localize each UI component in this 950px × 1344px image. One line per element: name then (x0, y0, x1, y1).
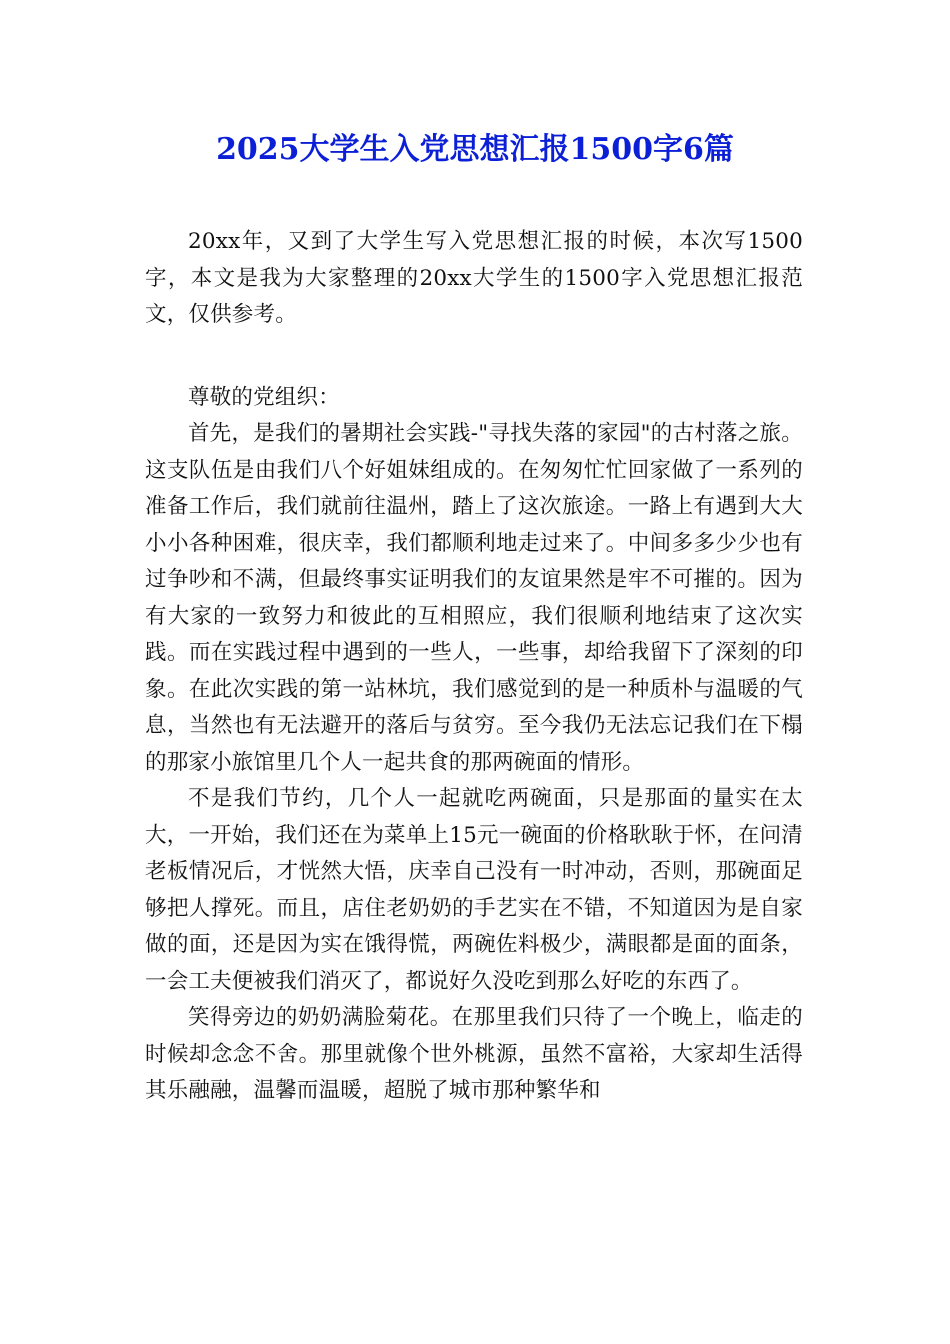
intro-paragraph: 20xx年，又到了大学生写入党思想汇报的时候，本次写1500字，本文是我为大家整理的20xx大学生的1500字入党思想汇报范文，仅供参考。 (145, 229, 803, 327)
body-paragraph-2: 不是我们节约，几个人一起就吃两碗面，只是那面的量实在太大，一开始，我们还在为菜单上15元一碗面的价格耿耿于怀，在问清老板情况后，才恍然大悟，庆幸自己没有一时冲动，否则，那碗面足够把人撑死。而且，店住老奶奶的手艺实在不错，不知道因为是自家做的面，还是因为实在饿得慌，两碗佐料极少，满眼都是面的面条，一会工夫便被我们消灭了，都说好久没吃到那么好吃的东西了。 (145, 786, 803, 994)
paragraph-gap (145, 334, 803, 380)
document-body (145, 224, 803, 1110)
salutation: 尊敬的党组织： (188, 384, 340, 410)
body-paragraph-3: 笑得旁边的奶奶满脸菊花。在那里我们只待了一个晚上，临走的时候却念念不舍。那里就像个世外桃源，虽然不富裕，大家却生活得其乐融融，温馨而温暖，超脱了城市那种繁华和 (145, 1005, 803, 1103)
document-title: 2025大学生入党思想汇报1500字6篇 (216, 132, 734, 167)
body-paragraph-1: 首先，是我们的暑期社会实践-"寻找失落的家园"的古村落之旅。这支队伍是由我们八个好姐妹组成的。在匆匆忙忙回家做了一系列的准备工作后，我们就前往温州，踏上了这次旅途。一路上有遇到大大小小各种困难，很庆幸，我们都顺利地走过来了。中间多多少少也有过争吵和不满，但最终事实证明我们的友谊果然是牢不可摧的。因为有大家的一致努力和彼此的互相照应，我们很顺利地结束了这次实践。而在实践过程中遇到的一些人，一些事，却给我留下了深刻的印象。在此次实践的第一站林坑，我们感觉到的是一种质朴与温暖的气息，当然也有无法避开的落后与贫穷。至今我仍无法忘记我们在下榻的那家小旅馆里几个人一起共食的那两碗面的情形。 (145, 421, 803, 775)
